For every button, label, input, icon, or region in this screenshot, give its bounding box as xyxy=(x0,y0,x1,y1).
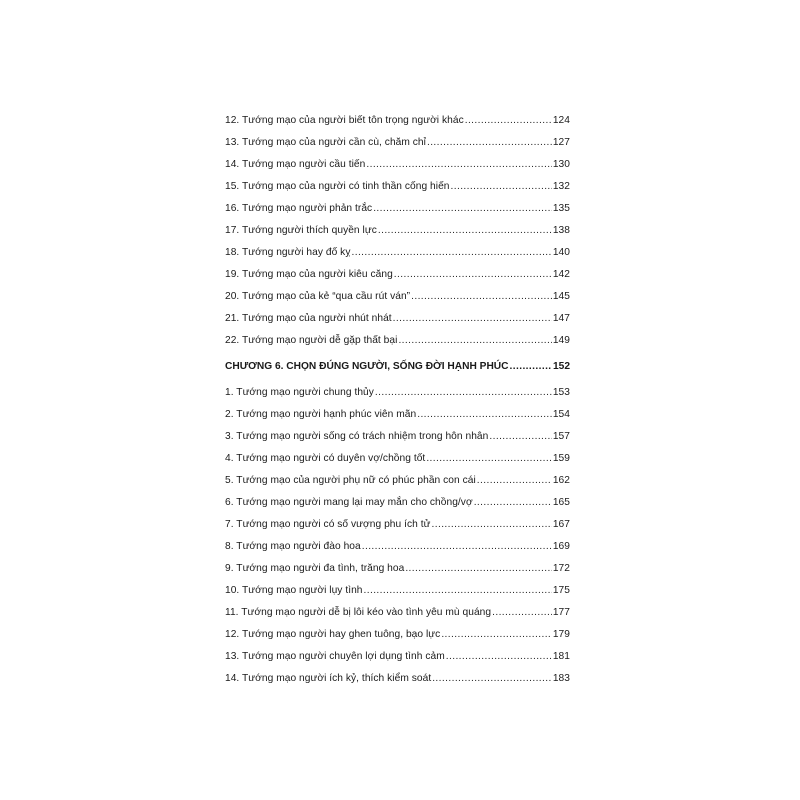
toc-entry-page: 135 xyxy=(552,203,570,214)
toc-entry xyxy=(225,519,570,541)
toc-entry-page: 145 xyxy=(552,291,570,302)
dot-leader xyxy=(364,585,552,596)
toc-entry xyxy=(225,453,570,475)
toc-section-a xyxy=(225,115,570,357)
toc-entry-title: 15. Tướng mạo của người có tinh thần cống hiến xyxy=(225,181,450,192)
toc-entry xyxy=(225,181,570,203)
toc-entry-title: 14. Tướng mạo người cầu tiến xyxy=(225,159,366,170)
toc-entry xyxy=(225,313,570,335)
toc-entry-title: 13. Tướng mạo của người cần cù, chăm chỉ xyxy=(225,137,426,148)
toc-entry-title: 1. Tướng mạo người chung thủy xyxy=(225,387,374,398)
dot-leader xyxy=(393,313,552,324)
toc-entry xyxy=(225,225,570,247)
toc-entry-title: 10. Tướng mạo người lụy tình xyxy=(225,585,363,596)
toc-entry-page: 127 xyxy=(552,137,570,148)
chapter-page: 152 xyxy=(553,361,570,372)
toc-entry xyxy=(225,115,570,137)
dot-leader xyxy=(432,519,552,530)
toc-entry-title: 13. Tướng mạo người chuyên lợi dụng tình cảm xyxy=(225,651,445,662)
toc-entry-title: 18. Tướng người hay đố kỵ xyxy=(225,247,351,258)
toc-entry-title: 2. Tướng mạo người hạnh phúc viên mãn xyxy=(225,409,417,420)
dot-leader xyxy=(432,673,552,684)
toc-entry-page: 124 xyxy=(552,115,570,126)
toc-entry xyxy=(225,203,570,225)
dot-leader xyxy=(362,541,552,552)
toc-entry-title: 14. Tướng mạo người ích kỷ, thích kiểm soát xyxy=(225,673,432,684)
dot-leader xyxy=(446,651,552,662)
toc-entry-page: 181 xyxy=(552,651,570,662)
toc-entry-title: 3. Tướng mạo người sống có trách nhiệm trong hôn nhân xyxy=(225,431,489,442)
toc-entry-title: 17. Tướng người thích quyền lực xyxy=(225,225,377,236)
dot-leader xyxy=(510,361,552,372)
toc-entry-title: 9. Tướng mạo người đa tình, trăng hoa xyxy=(225,563,405,574)
toc-entry xyxy=(225,137,570,159)
toc-entry-page: 179 xyxy=(552,629,570,640)
toc-entry-title: 8. Tướng mạo người đào hoa xyxy=(225,541,361,552)
toc-entry-page: 132 xyxy=(552,181,570,192)
toc-entry-title: 20. Tướng mạo của kẻ “qua cầu rút ván” xyxy=(225,291,411,302)
chapter-title: CHƯƠNG 6. CHỌN ĐÚNG NGƯỜI, SỐNG ĐỜI HẠNH PHÚC xyxy=(225,361,509,372)
toc-entry xyxy=(225,335,570,357)
toc-entry-page: 172 xyxy=(552,563,570,574)
toc-entry-title: 21. Tướng mạo của người nhút nhát xyxy=(225,313,392,324)
toc-entry xyxy=(225,269,570,291)
dot-leader xyxy=(373,203,552,214)
dot-leader xyxy=(465,115,552,126)
toc-entry xyxy=(225,497,570,519)
toc-entry xyxy=(225,541,570,563)
toc-entry-title: 5. Tướng mạo của người phụ nữ có phúc phần con cái xyxy=(225,475,476,486)
toc-entry-page: 157 xyxy=(552,431,570,442)
toc-entry-title: 4. Tướng mạo người có duyên vợ/chồng tốt xyxy=(225,453,426,464)
toc-entry-page: 177 xyxy=(552,607,570,618)
dot-leader xyxy=(427,137,552,148)
dot-leader xyxy=(492,607,552,618)
toc-entry-title: 22. Tướng mạo người dễ gặp thất bại xyxy=(225,335,398,346)
dot-leader xyxy=(426,453,552,464)
dot-leader xyxy=(366,159,551,170)
toc-entry-title: 7. Tướng mạo người có số vượng phu ích tử xyxy=(225,519,431,530)
toc-entry xyxy=(225,585,570,607)
toc-entry xyxy=(225,651,570,673)
toc-entry xyxy=(225,409,570,431)
toc-section-b xyxy=(225,387,570,695)
dot-leader xyxy=(351,247,551,258)
dot-leader xyxy=(394,269,552,280)
toc-entry xyxy=(225,387,570,409)
toc-entry-page: 169 xyxy=(552,541,570,552)
toc-entry-title: 11. Tướng mạo người dễ bị lôi kéo vào tình yêu mù quáng xyxy=(225,607,492,618)
toc-entry xyxy=(225,431,570,453)
toc-entry xyxy=(225,159,570,181)
dot-leader xyxy=(489,431,551,442)
toc-entry-page: 162 xyxy=(552,475,570,486)
dot-leader xyxy=(441,629,552,640)
dot-leader xyxy=(451,181,552,192)
chapter-heading xyxy=(225,361,570,383)
toc-entry-title: 16. Tướng mạo người phản trắc xyxy=(225,203,373,214)
toc-entry-page: 153 xyxy=(552,387,570,398)
toc-entry-title: 12. Tướng mạo người hay ghen tuông, bạo lực xyxy=(225,629,441,640)
toc-entry-page: 140 xyxy=(552,247,570,258)
dot-leader xyxy=(474,497,552,508)
toc-entry-title: 19. Tướng mạo của người kiêu căng xyxy=(225,269,393,280)
toc-entry-page: 147 xyxy=(552,313,570,324)
dot-leader xyxy=(405,563,552,574)
dot-leader xyxy=(417,409,552,420)
toc-entry-page: 167 xyxy=(552,519,570,530)
dot-leader xyxy=(378,225,552,236)
toc-entry-page: 154 xyxy=(552,409,570,420)
toc-entry-title: 12. Tướng mạo của người biết tôn trọng người khác xyxy=(225,115,464,126)
toc-entry-title: 6. Tướng mạo người mang lại may mắn cho chồng/vợ xyxy=(225,497,473,508)
toc-entry xyxy=(225,475,570,497)
toc-entry-page: 159 xyxy=(552,453,570,464)
dot-leader xyxy=(375,387,552,398)
toc-entry xyxy=(225,247,570,269)
toc-entry-page: 175 xyxy=(552,585,570,596)
toc-entry-page: 130 xyxy=(552,159,570,170)
toc-entry-page: 183 xyxy=(552,673,570,684)
toc-entry-page: 165 xyxy=(552,497,570,508)
toc-entry-page: 138 xyxy=(552,225,570,236)
toc-entry-page: 142 xyxy=(552,269,570,280)
dot-leader xyxy=(398,335,551,346)
dot-leader xyxy=(477,475,552,486)
toc-entry-page: 149 xyxy=(552,335,570,346)
dot-leader xyxy=(411,291,552,302)
toc-entry xyxy=(225,673,570,695)
toc-entry xyxy=(225,607,570,629)
toc-entry xyxy=(225,563,570,585)
toc-entry xyxy=(225,291,570,313)
toc-entry xyxy=(225,629,570,651)
table-of-contents xyxy=(225,115,570,695)
